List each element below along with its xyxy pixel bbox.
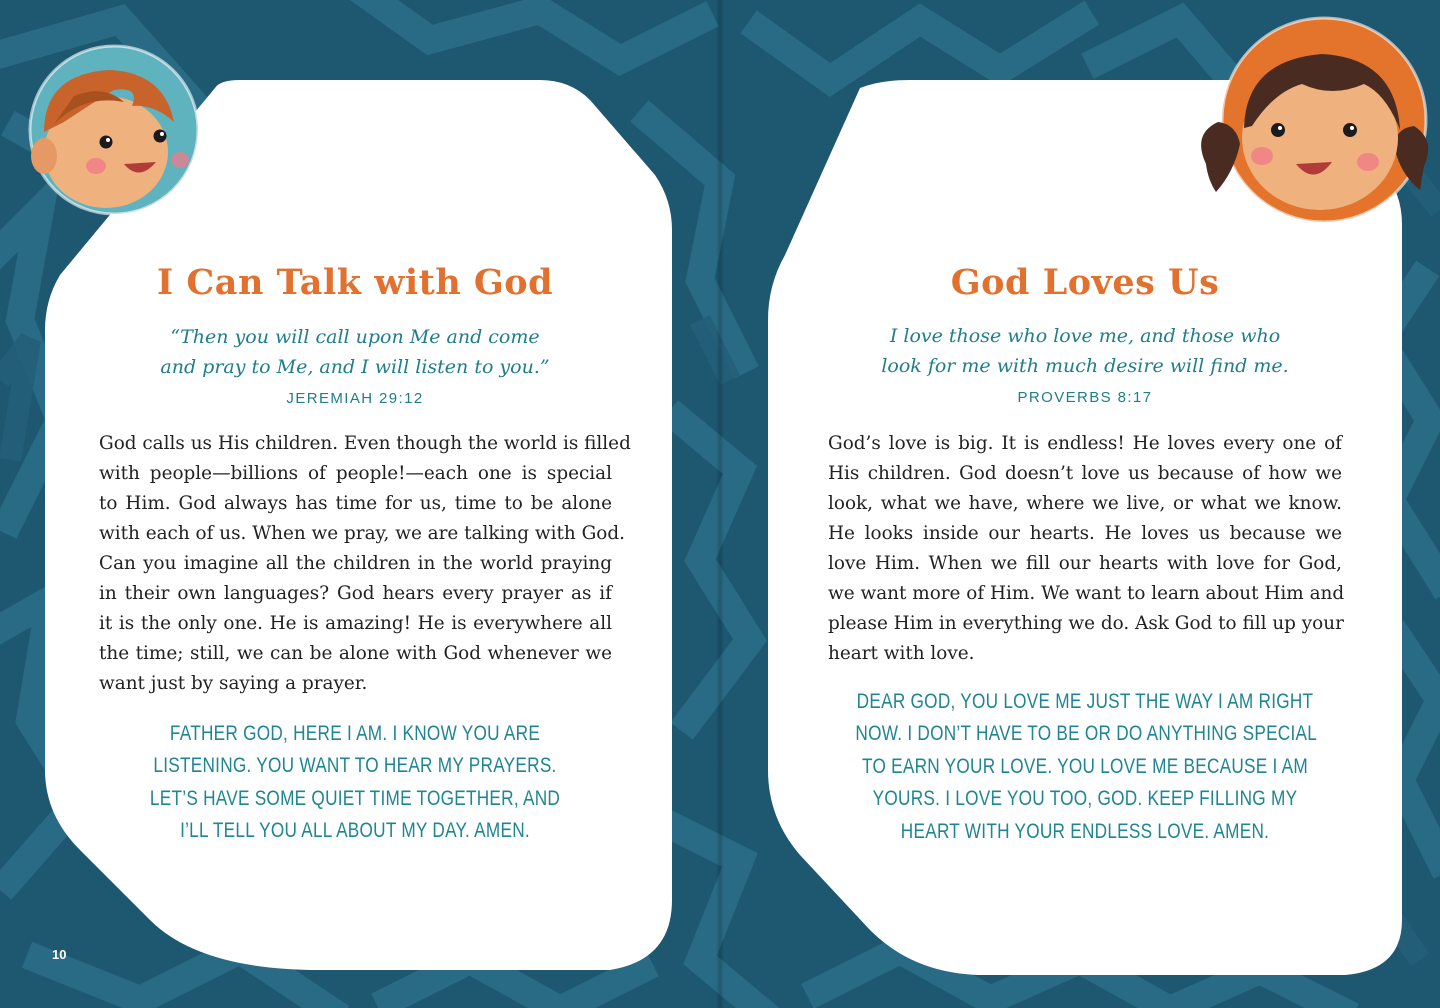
body-line: to Him. God always has time for us, time to be alone (99, 493, 612, 514)
right-verse-line: I love those who love me, and those who (889, 325, 1281, 347)
left-verse (100, 322, 610, 382)
body-line: love Him. When we fill our hearts with love for God, (828, 553, 1342, 574)
body-line: He looks inside our hearts. He loves us because we (828, 523, 1342, 544)
body-line: it is the only one. He is amazing! He is everywhere all (99, 613, 612, 634)
right-page-title: God Loves Us (950, 262, 1220, 303)
body-line: with people—billions of people!—each one is special (99, 463, 612, 484)
right-page-number: 11 (1370, 947, 1384, 962)
prayer-line: HEART WITH YOUR ENDLESS LOVE. AMEN. (900, 819, 1270, 843)
left-verse-reference: JEREMIAH 29:12 (286, 390, 424, 407)
left-body-text (99, 429, 631, 699)
prayer-line: LISTENING. YOU WANT TO HEAR MY PRAYERS. (153, 754, 557, 778)
body-line: want just by saying a prayer. (99, 673, 368, 694)
body-line: we want more of Him. We want to learn about Him and (828, 583, 1345, 604)
prayer-line: FATHER GOD, HERE I AM. I KNOW YOU ARE (169, 722, 541, 745)
boy-face-icon (14, 44, 214, 216)
right-verse-line: look for me with much desire will find me. (881, 355, 1289, 377)
prayer-line: NOW. I DON’T HAVE TO BE OR DO ANYTHING SPECIAL (855, 722, 1318, 746)
body-line: with each of us. When we pray, we are talking with God. (99, 523, 625, 544)
left-page-number: 10 (52, 947, 67, 962)
left-prayer (142, 718, 568, 848)
right-body-text (828, 429, 1345, 669)
right-prayer (855, 686, 1318, 848)
right-verse (830, 321, 1340, 381)
body-line: Can you imagine all the children in the world praying (99, 553, 612, 574)
prayer-line: LET’S HAVE SOME QUIET TIME TOGETHER, AND (149, 786, 561, 810)
prayer-line: I’LL TELL YOU ALL ABOUT MY DAY. AMEN. (180, 819, 530, 843)
body-line: in their own languages? God hears every prayer as if (99, 583, 612, 604)
body-line: His children. God doesn’t love us because of how we (828, 463, 1342, 484)
prayer-line: TO EARN YOUR LOVE. YOU LOVE ME BECAUSE I AM (861, 754, 1308, 778)
left-verse-line: “Then you will call upon Me and come (170, 326, 540, 348)
body-line: heart with love. (828, 643, 975, 664)
prayer-line: DEAR GOD, YOU LOVE ME JUST THE WAY I AM RIGHT (856, 690, 1314, 713)
body-line: God’s love is big. It is endless! He loves every one of (828, 433, 1342, 454)
prayer-line: YOURS. I LOVE YOU TOO, GOD. KEEP FILLING MY (872, 787, 1298, 811)
body-line: the time; still, we can be alone with God whenever we (99, 643, 612, 664)
left-verse-line: and pray to Me, and I will listen to you.” (160, 356, 550, 378)
body-line: God calls us His children. Even though the world is filled (99, 433, 631, 454)
body-line: look, what we have, where we live, or what we know. (828, 493, 1342, 514)
left-page-title: I Can Talk with God (156, 262, 554, 303)
body-line: please Him in everything we do. Ask God to fill up your (828, 613, 1344, 634)
right-verse-reference: PROVERBS 8:17 (1017, 389, 1153, 406)
girl-face-icon (1192, 14, 1436, 224)
